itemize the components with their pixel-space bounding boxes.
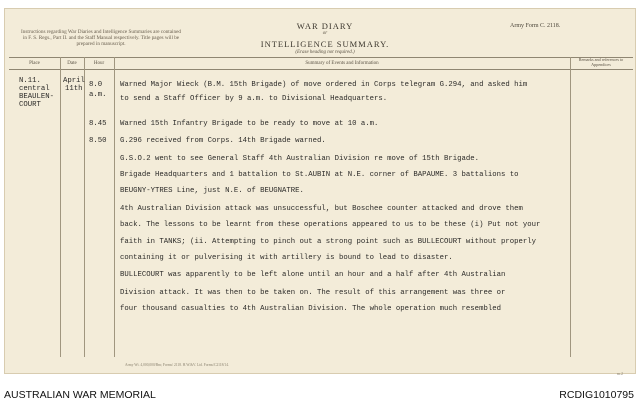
col-header-remarks: Remarks and references to Appendices bbox=[578, 57, 624, 67]
entry-text: to send a Staff Officer by 9 a.m. to Divisional Headquarters. bbox=[120, 95, 388, 103]
place-line: N.11. bbox=[19, 77, 41, 85]
col-divider-date bbox=[84, 57, 85, 357]
instructions-note: Instructions regarding War Diaries and Intelligence Summaries are contained in F. S. Regs., Part II. and the Staff Manual respectively. Title pages will be prepared in manuscript. bbox=[21, 29, 181, 48]
diary-page bbox=[4, 8, 636, 374]
entry-text: four thousand casualties to 4th Australian Division. The whole operation much resembled bbox=[120, 305, 501, 313]
entry-text: Warned 15th Infantry Brigade to be ready to move at 10 a.m. bbox=[120, 120, 379, 128]
entry-text: 4th Australian Division attack was unsuccessful, but Boschee counter attacked and drove them bbox=[120, 205, 523, 213]
entry-text: Brigade Headquarters and 1 battalion to St.AUBIN at N.E. corner of BAPAUME. 3 battalions to bbox=[120, 171, 519, 179]
entry-text: containing it or pulverising it with artillery is bound to lead to disaster. bbox=[120, 254, 453, 262]
erase-heading-note: (Erase heading not required.) bbox=[295, 50, 355, 55]
entry-hour: 8.45 bbox=[89, 120, 107, 128]
place-line: BEAULEN- bbox=[19, 93, 55, 101]
corner-mark: m.2 bbox=[616, 371, 623, 376]
title-or: or bbox=[322, 31, 328, 36]
header-bottom-rule bbox=[9, 69, 633, 70]
printer-imprint: Army Wt. 4,000,000/Bm; Forms/ 2118. H.W.&V. Ltd. Forms/C2118/14. bbox=[125, 363, 229, 367]
footer-institution: AUSTRALIAN WAR MEMORIAL bbox=[4, 389, 156, 401]
entry-text: back. The lessons to be learnt from these operations appeared to us to be these (i) Put not your bbox=[120, 221, 541, 229]
col-divider-hour bbox=[114, 57, 115, 357]
entry-text: BULLECOURT was apparently to be left alone until an hour and a half after 4th Australian bbox=[120, 271, 506, 279]
entry-text: G.296 received from Corps. 14th Brigade warned. bbox=[120, 137, 326, 145]
col-header-place: Place bbox=[29, 61, 40, 66]
entry-text: faith in TANKS; (ii. Attempting to pinch out a strong point such as BULLECOURT without properly bbox=[120, 238, 536, 246]
entry-text: Warned Major Wieck (B.M. 15th Brigade) of move ordered in Corps telegram G.294, and asked him bbox=[120, 81, 528, 89]
entry-hour: a.m. bbox=[89, 91, 107, 99]
entry-hour: 8.50 bbox=[89, 137, 107, 145]
col-header-hour: Hour bbox=[93, 61, 105, 66]
col-header-summary: Summary of Events and Information bbox=[305, 61, 379, 66]
intelligence-summary-title: INTELLIGENCE SUMMARY. bbox=[260, 39, 390, 49]
war-diary-title: WAR DIARY bbox=[296, 21, 354, 31]
place-line: central bbox=[19, 85, 50, 93]
table-top-rule bbox=[9, 57, 633, 58]
col-divider-place bbox=[60, 57, 61, 357]
date-line: April bbox=[63, 77, 85, 85]
place-line: COURT bbox=[19, 101, 41, 109]
footer-record-id: RCDIG1010795 bbox=[559, 389, 634, 401]
col-divider-remarks bbox=[570, 57, 571, 357]
entry-text: Division attack. It was then to be taken on. The result of this arrangement was three or bbox=[120, 289, 506, 297]
entry-hour: 8.0 bbox=[89, 81, 103, 89]
date-line: 11th bbox=[65, 85, 83, 93]
army-form-number: Army Form C. 2118. bbox=[510, 23, 561, 29]
col-header-date: Date bbox=[67, 61, 77, 66]
entry-text: G.S.O.2 went to see General Staff 4th Australian Division re move of 15th Brigade. bbox=[120, 155, 480, 163]
entry-text: BEUGNY-YTRES Line, just N.E. of BEUGNATRE. bbox=[120, 187, 304, 195]
